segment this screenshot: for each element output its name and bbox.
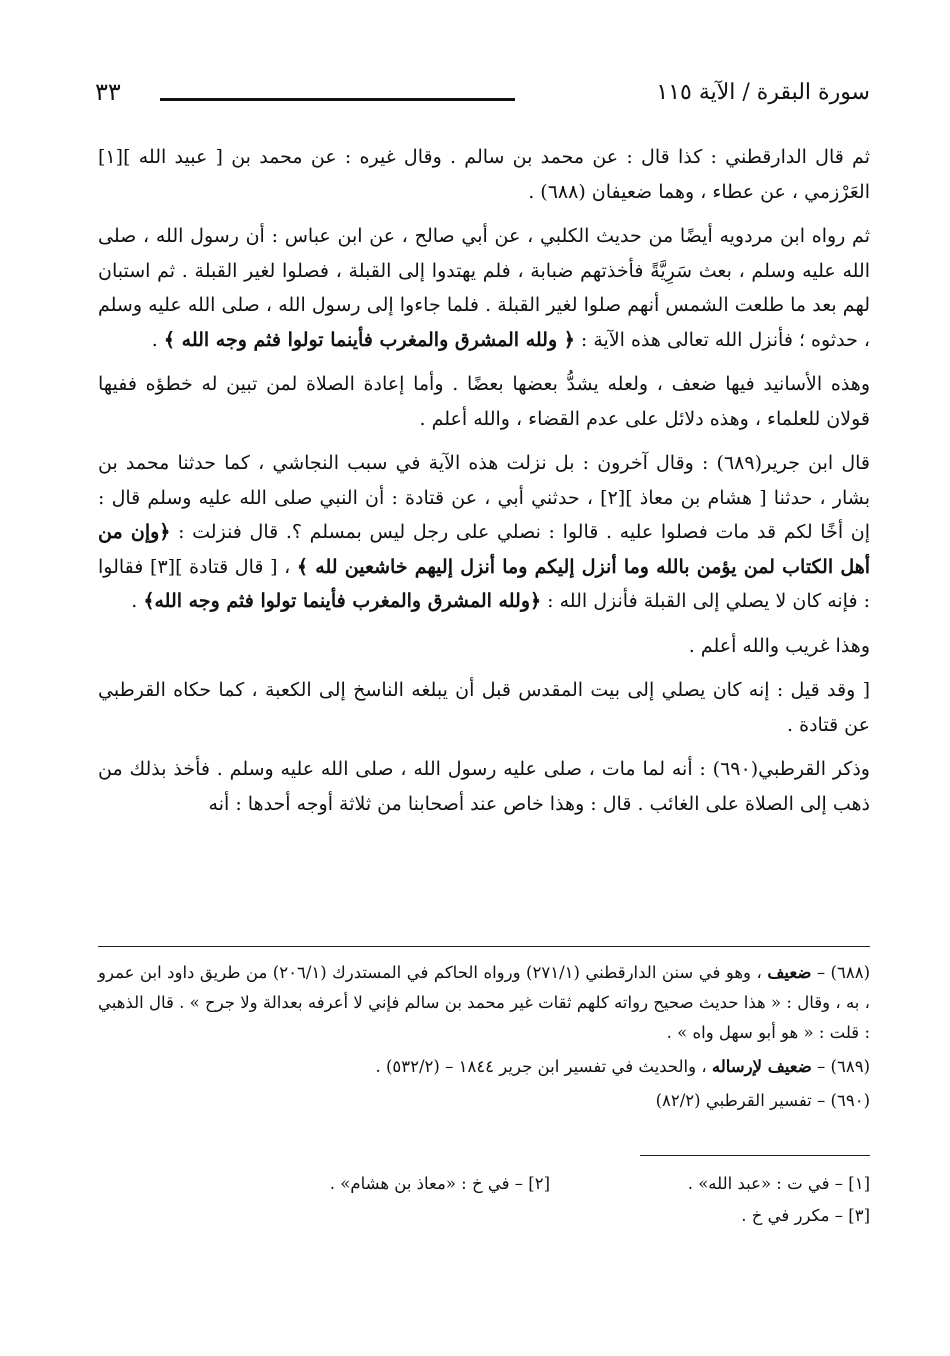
note-row: [98, 1168, 870, 1200]
text-run: فقالوا : فإنه كان لا يصلي إلى القبلة فأنزل الله :: [98, 555, 870, 612]
footnote-text: ، والحديث في تفسير ابن جرير ١٨٤٤ – (٥٣٢/٢) .: [375, 1057, 712, 1076]
header-rule: [160, 98, 515, 101]
note-row: [98, 1200, 870, 1232]
paragraph: [98, 219, 870, 357]
paragraph: [98, 629, 870, 664]
text-run: ثم رواه ابن مردويه أيضًا من حديث الكلبي ، عن أبي صالح ، عن ابن عباس : أن رسول الله ، صلى الله عليه وسلم ، بعث سَرِيَّةً فأخذتهم ضبابة ، فلم يهتدوا إلى القبلة ، فصلوا لغير القبلة . ثم استبان لهم بعد ما طلعت الشمس أنهم صلوا لغير القبلة . فلما جاءوا إلى رسول الله ، صلى الله عليه وسلم ، حدثوه ؛ فأنزل الله تعالى هذه الآية :: [98, 225, 870, 351]
text-run: .: [131, 590, 144, 612]
note-item: [١] – في ت : «عبد الله» .: [687, 1174, 870, 1193]
quran-quote: ﴿وإن من أهل الكتاب لمن يؤمن بالله وما أنزل إليكم وما أنزل إليهم خاشعين لله ﴾: [98, 521, 871, 578]
editor-notes: [98, 1168, 870, 1232]
footnote-separator: [98, 946, 870, 947]
paragraph: [98, 446, 870, 619]
quran-quote: ﴿ ولله المشرق والمغرب فأينما تولوا فثم وجه الله ﴾: [163, 328, 575, 351]
footnote-number: (٦٨٩) –: [811, 1057, 870, 1076]
paragraph: [98, 752, 870, 821]
note-item: [98, 1200, 660, 1232]
notes-separator: [640, 1155, 870, 1156]
footnote-grade: ضعيف: [767, 963, 812, 982]
text-run: ثم قال الدارقطني : كذا قال : عن محمد بن سالم . وقال غيره : عن محمد بن [ عبيد الله ]: [123, 146, 870, 168]
footnote-text: تفسير القرطبي (٨٢/٢): [655, 1091, 812, 1110]
running-header-title: سورة البقرة / الآية ١١٥: [656, 80, 870, 105]
text-run: [٢]: [600, 486, 626, 509]
text-run: وذكر القرطبي(٦٩٠) : أنه لما مات ، صلى عليه رسول الله ، صلى الله عليه وسلم . فأخذ بذلك من ذهب إلى الصلاة على الغائب . قال : وهذا خاص عند أصحابنا من ثلاثة أوجه أحدها : أنه: [98, 758, 870, 815]
note-item: [٣] – مكرر في خ .: [741, 1206, 870, 1225]
page-number: ٣٣: [95, 78, 121, 106]
footnotes: [98, 958, 870, 1120]
text-run: .: [151, 328, 164, 351]
footnote: [98, 1086, 870, 1116]
quran-quote: ﴿ولله المشرق والمغرب فأينما تولوا فثم وجه الله﴾: [143, 590, 542, 612]
text-run: ، [ قال قتادة ]: [175, 555, 297, 578]
text-run: [١]: [98, 146, 124, 168]
footnote: [98, 958, 870, 1048]
text-run: [ وقد قيل : إنه كان يصلي إلى بيت المقدس قبل أن يبلغه الناسخ إلى الكعبة ، كما حكاه القرطبي عن قتادة .: [98, 679, 870, 736]
footnote: [98, 1052, 870, 1082]
text-run: وهذه الأسانيد فيها ضعف ، ولعله يشدُّ بعضها بعضًا . وأما إعادة الصلاة لمن تبين له خطؤه ففيها قولان للعلماء ، وهذه دلائل على عدم القضاء ، والله أعلم .: [98, 373, 870, 430]
text-run: العَرْزمي ، عن عطاء ، وهما ضعيفان (٦٨٨) .: [528, 180, 870, 203]
footnote-text: ، وهو في سنن الدارقطني (٢٧١/١) ورواه الحاكم في المستدرك (٢٠٦/١) من طريق داود ابن عمرو ، به ، وقال : « هذا حديث صحيح رواته كلهم ثقات غير محمد بن سالم فإني لا أعرفه بعدالة ولا جرح » . قال الذهبي : قلت : « هو أبو سهل واه » .: [98, 963, 870, 1042]
footnote-number: (٦٩٠) –: [811, 1091, 870, 1110]
text-run: قال ابن جرير(٦٨٩) : وقال آخرون : بل نزلت هذه الآية في سبب النجاشي ، كما حدثنا محمد بن بشار ، حدثنا [ هشام بن معاذ ]: [98, 452, 870, 509]
footnote-number: (٦٨٨) –: [811, 963, 871, 982]
text-run: وهذا غريب والله أعلم .: [688, 634, 870, 657]
main-text: [98, 140, 870, 831]
text-run: ، حدثني أبي ، عن قتادة : أن النبي صلى الله عليه وسلم قال : إن أخًا لكم قد مات فصلوا عليه . قالوا : نصلي على رجل ليس بمسلم ؟. قال فنزلت :: [98, 486, 870, 543]
paragraph: [98, 673, 870, 742]
footnote-grade: ضعيف لإرساله: [711, 1057, 812, 1076]
paragraph: [98, 367, 870, 436]
paragraph: [98, 140, 870, 209]
note-item: [٢] – في خ : «معاذ بن هشام» .: [329, 1174, 550, 1193]
text-run: [٣]: [150, 555, 176, 578]
